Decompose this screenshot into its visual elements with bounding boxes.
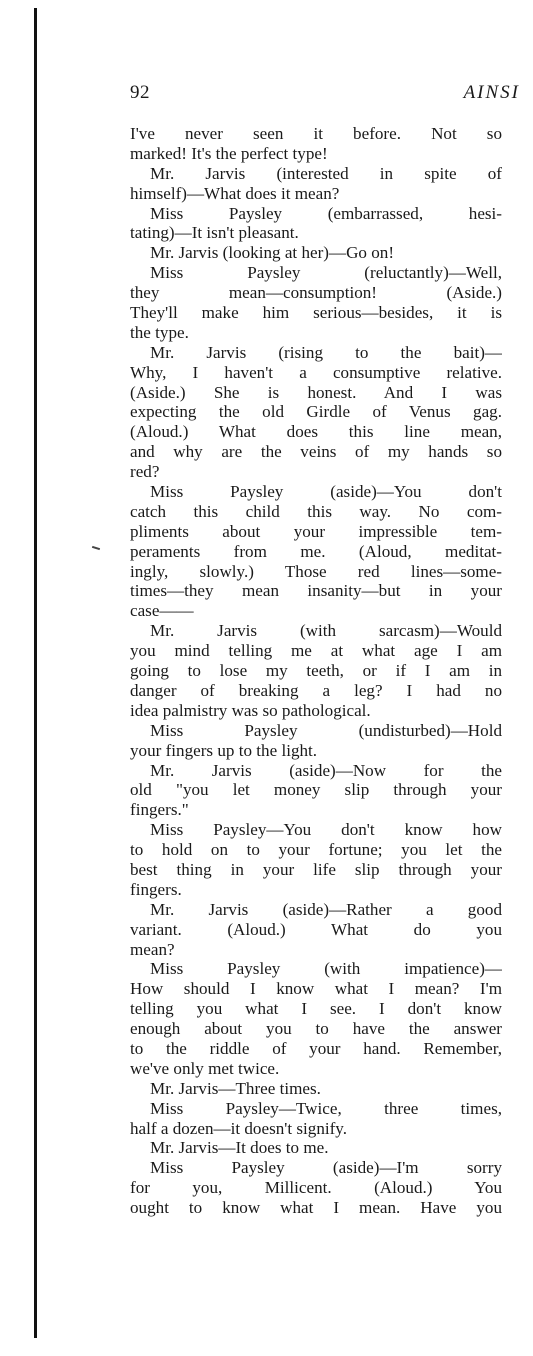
text-line: times—they mean insanity—but in your xyxy=(130,581,502,601)
text-line: best thing in your life slip through your xyxy=(130,859,502,879)
text-line: danger of breaking a leg? I had no xyxy=(130,680,502,700)
text-line: Mr. Jarvis (aside)—Rather a good xyxy=(150,899,502,919)
text-line: Mr. Jarvis—It does to me. xyxy=(150,1138,329,1158)
text-line: pliments about your impressible tem- xyxy=(130,521,502,541)
text-line: Miss Paysley (embarrassed, hesi- xyxy=(150,203,502,223)
stray-ink-mark xyxy=(92,546,100,550)
text-line: Miss Paysley (aside)—You don't xyxy=(150,482,502,502)
text-line: Mr. Jarvis (with sarcasm)—Would xyxy=(150,621,502,641)
text-line: idea palmistry was so pathological. xyxy=(130,700,371,720)
text-line: you mind telling me at what age I am xyxy=(130,641,502,661)
text-line: Mr. Jarvis (interested in spite of xyxy=(150,163,502,183)
text-line: peraments from me. (Aloud, meditat- xyxy=(130,541,502,561)
text-line: fingers. xyxy=(130,879,182,899)
text-line: Miss Paysley (undisturbed)—Hold xyxy=(150,720,502,740)
text-line: Miss Paysley (with impatience)— xyxy=(150,959,502,979)
text-line: they mean—consumption! (Aside.) xyxy=(130,283,502,303)
text-line: variant. (Aloud.) What do you xyxy=(130,919,502,939)
running-title: AINSI xyxy=(463,82,520,103)
text-line: Miss Paysley (aside)—I'm sorry xyxy=(150,1158,502,1178)
text-line: and why are the veins of my hands so xyxy=(130,442,502,462)
text-line: we've only met twice. xyxy=(130,1058,280,1078)
page-body-text xyxy=(130,124,502,1218)
text-line: How should I know what I mean? I'm xyxy=(130,979,502,999)
text-line: to hold on to your fortune; you let the xyxy=(130,840,502,860)
text-line: going to lose my teeth, or if I am in xyxy=(130,661,502,681)
text-line: Miss Paysley (reluctantly)—Well, xyxy=(150,263,502,283)
text-line: half a dozen—it doesn't signify. xyxy=(130,1118,348,1138)
text-line: himself)—What does it mean? xyxy=(130,183,340,203)
text-line: to the riddle of your hand. Remember, xyxy=(130,1038,502,1058)
text-line: telling you what I see. I don't know xyxy=(130,999,502,1019)
text-line: Miss Paysley—You don't know how xyxy=(150,820,502,840)
text-line: Mr. Jarvis (looking at her)—Go on! xyxy=(150,243,395,263)
text-line: red? xyxy=(130,462,160,482)
text-line: (Aside.) She is honest. And I was xyxy=(130,382,502,402)
page-header xyxy=(128,82,520,108)
text-line: Mr. Jarvis (aside)—Now for the xyxy=(150,760,502,780)
text-line: case—— xyxy=(130,601,194,621)
text-line: enough about you to have the answer xyxy=(130,1019,502,1039)
text-line: fingers." xyxy=(130,800,189,820)
text-line: tating)—It isn't pleasant. xyxy=(130,223,299,243)
text-line: (Aloud.) What does this line mean, xyxy=(130,422,502,442)
text-line: expecting the old Girdle of Venus gag. xyxy=(130,402,502,422)
text-line: the type. xyxy=(130,322,189,342)
text-line: I've never seen it before. Not so xyxy=(130,124,502,143)
text-line: ingly, slowly.) Those red lines—some- xyxy=(130,561,502,581)
text-line: They'll make him serious—besides, it is xyxy=(130,303,502,323)
text-line: Why, I haven't a consumptive relative. xyxy=(130,362,502,382)
text-line: old "you let money slip through your xyxy=(130,780,502,800)
text-line: your fingers up to the light. xyxy=(130,740,318,760)
page-number: 92 xyxy=(130,82,150,103)
text-line: ought to know what I mean. Have you xyxy=(130,1198,502,1218)
text-line: catch this child this way. No com- xyxy=(130,501,502,521)
text-line: Miss Paysley—Twice, three times, xyxy=(150,1098,502,1118)
text-line: Mr. Jarvis (rising to the bait)— xyxy=(150,342,502,362)
text-line: for you, Millicent. (Aloud.) You xyxy=(130,1178,502,1198)
text-line: mean? xyxy=(130,939,175,959)
text-line: Mr. Jarvis—Three times. xyxy=(150,1078,321,1098)
text-line: marked! It's the perfect type! xyxy=(130,143,328,163)
page-binding-edge xyxy=(34,8,37,1338)
